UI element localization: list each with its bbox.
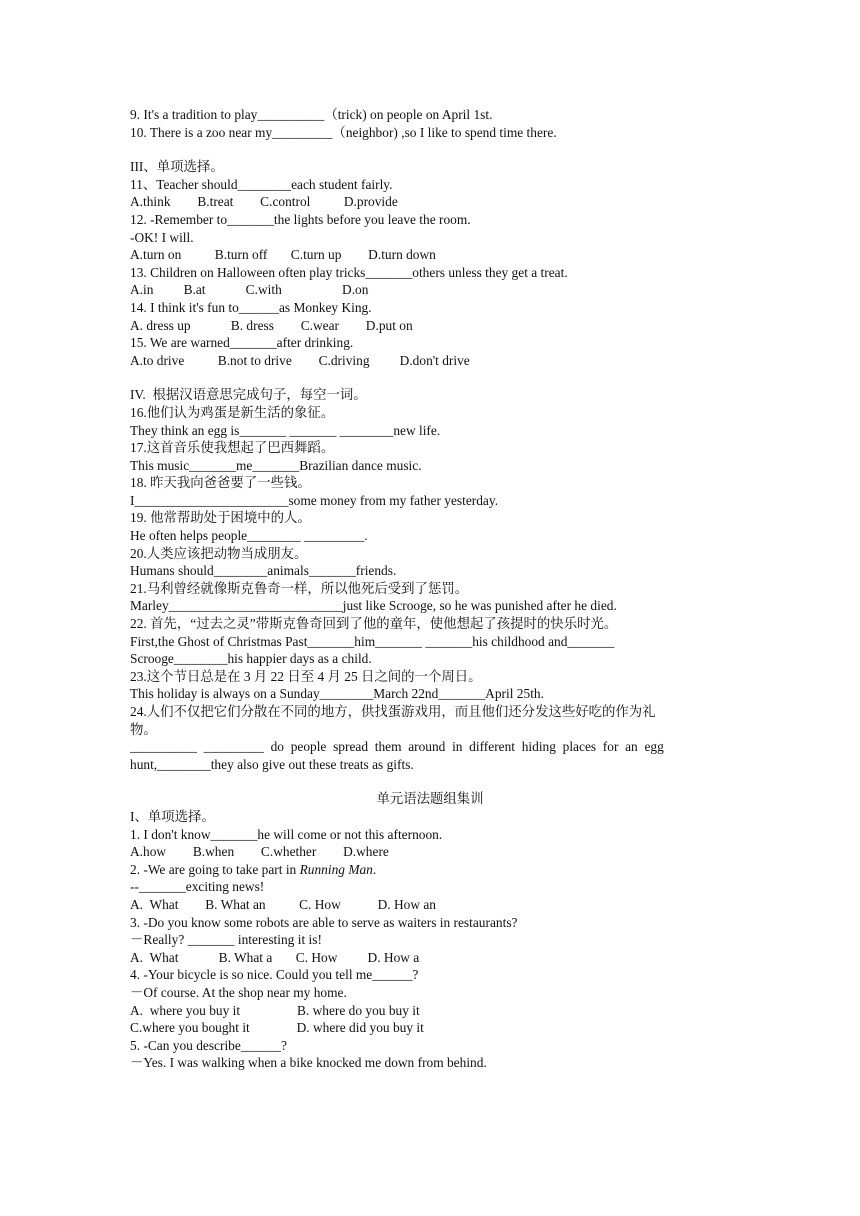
- question-11-options: A.think B.treat C.control D.provide: [130, 194, 398, 210]
- grammar-question-4: 4. -Your bicycle is so nice. Could you tell me______?: [130, 967, 419, 983]
- question-13: 13. Children on Halloween often play tricks_______others unless they get a treat.: [130, 264, 568, 280]
- question-15-options: A.to drive B.not to drive C.driving D.don't drive: [130, 352, 470, 368]
- exercise-content: [130, 106, 730, 1072]
- unit-title: 单元语法题组集训: [376, 791, 484, 807]
- grammar-question-1: 1. I don't know_______he will come or not this afternoon.: [130, 826, 443, 842]
- question-9: 9. It's a tradition to play__________（trick) on people on April 1st.: [130, 107, 493, 122]
- question-18-en: I_______________________some money from my father yesterday.: [130, 492, 499, 508]
- grammar-question-3-reply: －Really? _______ interesting it is!: [130, 932, 322, 948]
- grammar-question-3: 3. -Do you know some robots are able to serve as waiters in restaurants?: [130, 914, 518, 930]
- question-24-cn-line-2: 物。: [130, 721, 157, 737]
- question-19-en: He often helps people________ _________.: [130, 528, 368, 544]
- show-title: Running Man: [299, 861, 373, 877]
- question-22-en-line-1: First,the Ghost of Christmas Past_______him_______ _______his childhood and_______: [130, 633, 615, 649]
- grammar-question-5: 5. -Can you describe______?: [130, 1037, 287, 1053]
- question-12: 12. -Remember to_______the lights before you leave the room.: [130, 211, 471, 227]
- grammar-question-1-options: A.how B.when C.whether D.where: [130, 844, 389, 860]
- question-12-options: A.turn on B.turn off C.turn up D.turn down: [130, 247, 436, 263]
- question-10: 10. There is a zoo near my_________（neighbor) ,so I like to spend time there.: [130, 124, 557, 140]
- grammar-question-3-options: A. What B. What a C. How D. How a: [130, 949, 420, 965]
- question-19-cn: 19. 他常帮助处于困境中的人。: [130, 510, 311, 526]
- question-21-en: Marley__________________________just like Scrooge, so he was punished after he died.: [130, 598, 617, 614]
- question-11: 11、Teacher should________each student fairly.: [130, 176, 393, 192]
- question-15: 15. We are warned_______after drinking.: [130, 335, 354, 351]
- question-22-en-line-2: Scrooge________his happier days as a child.: [130, 651, 372, 667]
- question-20-en: Humans should________animals_______friends.: [130, 563, 397, 579]
- question-13-options: A.in B.at C.with D.on: [130, 282, 369, 298]
- question-12-reply: -OK! I will.: [130, 229, 194, 245]
- grammar-question-4-reply: －Of course. At the shop near my home.: [130, 984, 347, 1000]
- question-16-cn: 16.他们认为鸡蛋是新生活的象征。: [130, 404, 335, 420]
- question-23-cn: 23.这个节日总是在 3 月 22 日至 4 月 25 日之间的一个周日。: [130, 668, 482, 684]
- question-21-cn: 21.马利曾经就像斯克鲁奇一样，所以他死后受到了惩罚。: [130, 580, 469, 596]
- question-20-cn: 20.人类应该把动物当成朋友。: [130, 545, 308, 561]
- question-22-cn: 22. 首先，“过去之灵”带斯克鲁奇回到了他的童年，使他想起了孩提时的快乐时光。: [130, 616, 618, 632]
- question-14: 14. I think it's fun to______as Monkey King.: [130, 299, 372, 315]
- question-17-en: This music_______me_______Brazilian dance music.: [130, 457, 422, 473]
- section-4-heading: IV. 根据汉语意思完成句子，每空一词。: [130, 387, 367, 403]
- grammar-question-2: 2. -We are going to take part in Running Man.: [130, 861, 377, 877]
- section-3-heading: III、单项选择。: [130, 159, 224, 175]
- grammar-question-2-reply: --_______exciting news!: [130, 879, 265, 895]
- grammar-question-4-options-1: A. where you buy it B. where do you buy it: [130, 1002, 420, 1018]
- question-24-en-line-1: __________ _________ do people spread them around in different hiding places for an egg: [130, 739, 664, 755]
- question-16-en: They think an egg is_______ _______ ________new life.: [130, 422, 441, 438]
- question-23-en: This holiday is always on a Sunday________March 22nd_______April 25th.: [130, 686, 544, 702]
- section-5-heading: I、单项选择。: [130, 808, 215, 824]
- question-18-cn: 18. 昨天我向爸爸要了一些钱。: [130, 475, 311, 491]
- question-24-en-line-2: hunt,________they also give out these treats as gifts.: [130, 756, 414, 772]
- grammar-question-4-options-2: C.where you bought it D. where did you buy it: [130, 1020, 424, 1036]
- grammar-question-2-options: A. What B. What an C. How D. How an: [130, 896, 436, 912]
- question-17-cn: 17.这首音乐使我想起了巴西舞蹈。: [130, 440, 335, 456]
- grammar-question-5-reply: －Yes. I was walking when a bike knocked me down from behind.: [130, 1055, 487, 1071]
- question-14-options: A. dress up B. dress C.wear D.put on: [130, 317, 413, 333]
- question-24-cn-line-1: 24.人们不仅把它们分散在不同的地方，供找蛋游戏用，而且他们还分发这些好吃的作为礼: [130, 704, 656, 719]
